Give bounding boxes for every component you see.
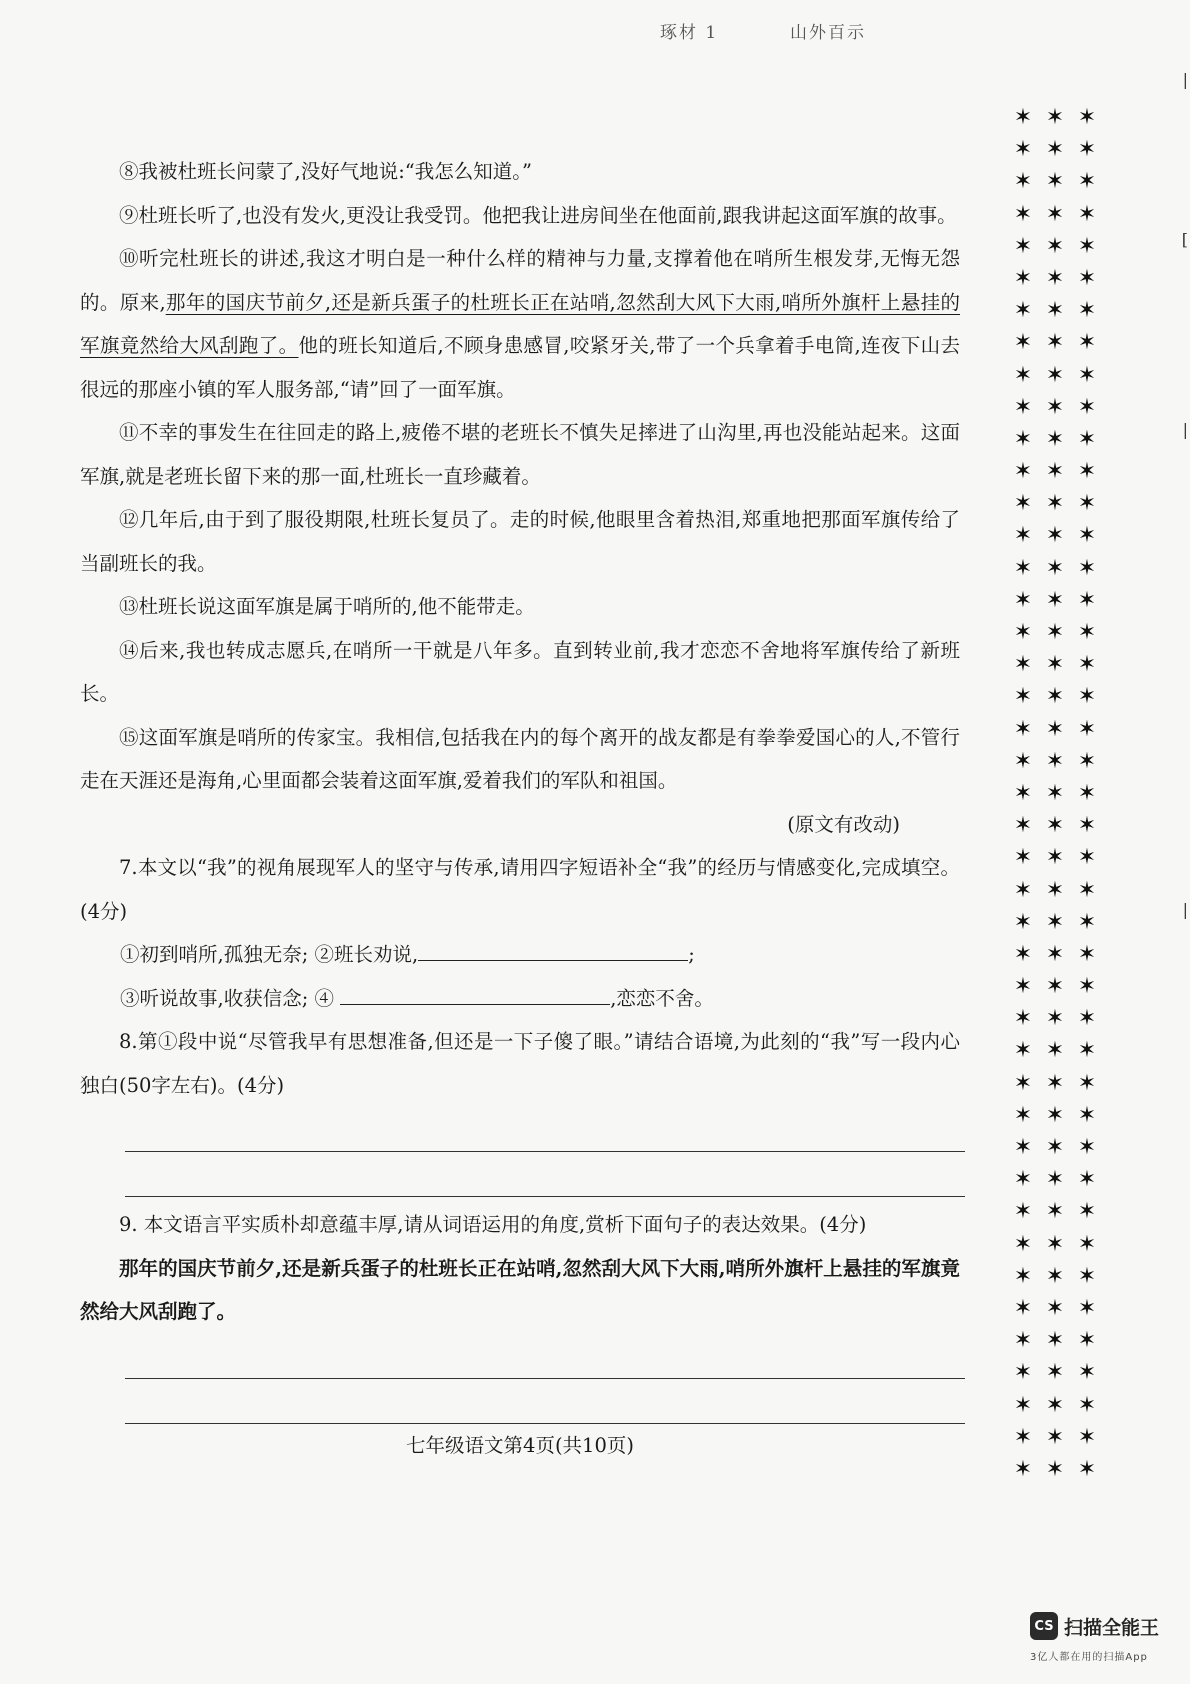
star-row — [1012, 778, 1112, 810]
star-icon: ✶ — [1045, 748, 1065, 774]
star-icon: ✶ — [1013, 555, 1033, 581]
star-row — [1012, 842, 1112, 874]
star-icon: ✶ — [1077, 523, 1097, 549]
paragraph-13: ⑬杜班长说这面军旗是属于哨所的,他不能带走。 — [119, 595, 535, 618]
star-icon: ✶ — [1013, 748, 1033, 774]
q7-item-4: ④ — [314, 986, 334, 1010]
star-icon: ✶ — [1013, 491, 1033, 517]
star-icon: ✶ — [1013, 201, 1033, 227]
star-icon: ✶ — [1013, 1167, 1033, 1193]
star-icon: ✶ — [1045, 780, 1065, 806]
star-row — [1012, 971, 1112, 1003]
q9-answer-line-2[interactable] — [125, 1379, 965, 1424]
star-icon: ✶ — [1013, 587, 1033, 613]
star-row — [1012, 199, 1112, 231]
star-icon: ✶ — [1013, 330, 1033, 356]
scanner-app-name: 扫描全能王 — [1064, 1616, 1160, 1639]
star-row — [1012, 488, 1112, 520]
question-9-stem: 9. 本文语言平实质朴却意蕴丰厚,请从词语运用的角度,赏析下面句子的表达效果。(4分) — [119, 1213, 867, 1236]
header-scrawl-right: 山外百示 — [790, 23, 866, 43]
star-icon: ✶ — [1077, 459, 1097, 485]
star-row — [1012, 810, 1112, 842]
question-8-stem: 8.第①段中说“尽管我早有思想准备,但还是一下子傻了眼。”请结合语境,为此刻的“我”写一段内心独白(50字左右)。(4分) — [80, 1030, 960, 1097]
paragraph-14: ⑭后来,我也转成志愿兵,在哨所一干就是八年多。直到转业前,我才恋恋不舍地将军旗传给了新班长。 — [80, 638, 960, 705]
star-icon: ✶ — [1077, 265, 1097, 291]
star-icon: ✶ — [1045, 330, 1065, 356]
star-icon: ✶ — [1077, 555, 1097, 581]
question-7-row-1 — [80, 933, 960, 977]
scanner-watermark — [1030, 1612, 1159, 1640]
star-icon: ✶ — [1013, 1135, 1033, 1160]
question-7-stem: 7.本文以“我”的视角展现军人的坚守与传承,请用四字短语补全“我”的经历与情感变化,完成填空。(4分) — [80, 856, 960, 923]
star-icon: ✶ — [1013, 941, 1033, 967]
paragraph-10-rest: 他的班长知道后,不顾身患感冒,咬紧牙关,带了一个兵拿着手电筒,连夜下山去很远的那座小镇的军人服务部,“请”回了一面军旗。 — [80, 334, 960, 401]
star-icon: ✶ — [1045, 1006, 1065, 1032]
star-icon: ✶ — [1077, 941, 1097, 967]
star-row — [1012, 907, 1112, 939]
star-icon: ✶ — [1045, 394, 1065, 420]
q7-blank-2[interactable] — [418, 934, 688, 961]
edge-mark: | — [1182, 70, 1188, 89]
star-row — [1012, 714, 1112, 746]
star-icon: ✶ — [1045, 1231, 1065, 1257]
star-icon: ✶ — [1077, 1295, 1097, 1321]
star-icon: ✶ — [1013, 426, 1033, 452]
star-icon: ✶ — [1045, 459, 1065, 485]
star-icon: ✶ — [1077, 201, 1097, 227]
star-icon: ✶ — [1045, 1199, 1065, 1225]
paragraph-15: ⑮这面军旗是哨所的传家宝。我相信,包括我在内的每个离开的战友都是有拳拳爱国心的人,不管行走在天涯还是海角,心里面都会装着这面军旗,爱着我们的军队和祖国。 — [80, 725, 960, 792]
star-icon: ✶ — [1013, 813, 1033, 839]
star-icon: ✶ — [1077, 716, 1097, 742]
exam-content — [80, 150, 960, 1424]
star-icon: ✶ — [1013, 716, 1033, 742]
star-icon: ✶ — [1013, 1006, 1033, 1032]
star-icon: ✶ — [1077, 780, 1097, 806]
star-icon: ✶ — [1045, 941, 1065, 967]
star-icon: ✶ — [1013, 1263, 1033, 1289]
star-icon: ✶ — [1045, 137, 1065, 163]
star-icon: ✶ — [1045, 426, 1065, 452]
star-icon: ✶ — [1045, 909, 1065, 935]
header-scrawl — [660, 18, 920, 42]
star-icon: ✶ — [1045, 265, 1065, 291]
star-icon: ✶ — [1045, 1102, 1065, 1128]
scanner-logo-icon: CS — [1030, 1612, 1058, 1640]
star-icon: ✶ — [1077, 1360, 1097, 1386]
header-scrawl-left: 琢材 1 — [660, 23, 719, 43]
edge-mark: | — [1182, 420, 1188, 439]
star-icon: ✶ — [1013, 298, 1033, 324]
star-icon: ✶ — [1045, 652, 1065, 678]
star-icon: ✶ — [1045, 1424, 1065, 1450]
star-icon: ✶ — [1045, 620, 1065, 645]
star-row — [1012, 585, 1112, 617]
star-icon: ✶ — [1013, 620, 1033, 645]
source-note: (原文有改动) — [787, 812, 900, 836]
star-icon: ✶ — [1077, 1231, 1097, 1257]
star-row — [1012, 424, 1112, 456]
star-row — [1012, 1164, 1112, 1196]
star-icon: ✶ — [1077, 1167, 1097, 1193]
scanner-tagline: 3亿人都在用的扫描App — [1030, 1652, 1148, 1663]
q7-item-1: ①初到哨所,孤独无奈; — [120, 943, 309, 966]
star-icon: ✶ — [1013, 1231, 1033, 1257]
paragraph-10-intro: ⑩听完杜班长的讲述,我这才明白是一种什么样的精神与力量,支撑着他在哨所生根发芽,无悔无怨的。原来, — [80, 247, 960, 314]
paragraph-11: ⑪不幸的事发生在往回走的路上,疲倦不堪的老班长不慎失足摔进了山沟里,再也没能站起来。这面军旗,就是老班长留下来的那一面,杜班长一直珍藏着。 — [80, 421, 960, 488]
star-row — [1012, 1422, 1112, 1454]
star-row — [1012, 360, 1112, 392]
star-icon: ✶ — [1077, 1424, 1097, 1450]
star-icon: ✶ — [1045, 362, 1065, 388]
star-icon: ✶ — [1013, 265, 1033, 291]
star-row — [1012, 1390, 1112, 1422]
star-row — [1012, 939, 1112, 971]
star-icon: ✶ — [1077, 1006, 1097, 1032]
star-icon: ✶ — [1045, 201, 1065, 227]
paragraph-10 — [80, 237, 960, 411]
star-row — [1012, 1293, 1112, 1325]
star-row — [1012, 392, 1112, 424]
star-icon: ✶ — [1045, 233, 1065, 259]
star-row — [1012, 553, 1112, 585]
star-row — [1012, 327, 1112, 359]
star-icon: ✶ — [1045, 298, 1065, 324]
star-row — [1012, 1325, 1112, 1357]
star-icon: ✶ — [1045, 1456, 1065, 1482]
star-icon: ✶ — [1077, 137, 1097, 163]
star-icon: ✶ — [1077, 362, 1097, 388]
question-9-quote: 那年的国庆节前夕,还是新兵蛋子的杜班长正在站哨,忽然刮大风下大雨,哨所外旗杆上悬挂的军旗竟然给大风刮跑了。 — [80, 1256, 960, 1323]
star-icon: ✶ — [1013, 169, 1033, 195]
q7-item-4-end: ,恋恋不舍。 — [610, 986, 714, 1010]
star-icon: ✶ — [1077, 620, 1097, 645]
q7-blank-4[interactable] — [340, 978, 610, 1005]
star-icon: ✶ — [1013, 362, 1033, 388]
star-icon: ✶ — [1077, 1328, 1097, 1354]
star-row — [1012, 1100, 1112, 1132]
star-icon: ✶ — [1045, 555, 1065, 581]
star-icon: ✶ — [1045, 169, 1065, 195]
star-row — [1012, 1196, 1112, 1228]
star-row — [1012, 746, 1112, 778]
paragraph-8: ⑧我被杜班长问蒙了,没好气地说:“我怎么知道。” — [119, 160, 532, 183]
star-icon: ✶ — [1077, 491, 1097, 517]
star-row — [1012, 649, 1112, 681]
star-icon: ✶ — [1077, 909, 1097, 935]
star-icon: ✶ — [1045, 1038, 1065, 1064]
star-icon: ✶ — [1077, 587, 1097, 613]
star-row — [1012, 1454, 1112, 1486]
star-icon: ✶ — [1077, 169, 1097, 195]
star-row — [1012, 295, 1112, 327]
star-row — [1012, 1132, 1112, 1164]
star-icon: ✶ — [1013, 523, 1033, 549]
star-icon: ✶ — [1045, 845, 1065, 871]
star-row — [1012, 456, 1112, 488]
star-icon: ✶ — [1045, 1295, 1065, 1321]
star-icon: ✶ — [1077, 748, 1097, 774]
star-icon: ✶ — [1013, 1038, 1033, 1064]
star-row — [1012, 1068, 1112, 1100]
q7-item-3: ③听说故事,收获信念; — [120, 986, 309, 1010]
star-icon: ✶ — [1077, 426, 1097, 452]
star-row — [1012, 102, 1112, 134]
star-icon: ✶ — [1045, 1360, 1065, 1386]
star-icon: ✶ — [1013, 780, 1033, 806]
star-icon: ✶ — [1077, 1038, 1097, 1064]
star-row — [1012, 1261, 1112, 1293]
star-icon: ✶ — [1045, 587, 1065, 613]
star-icon: ✶ — [1013, 684, 1033, 710]
star-icon: ✶ — [1013, 877, 1033, 903]
star-icon: ✶ — [1077, 1392, 1097, 1418]
star-icon: ✶ — [1045, 1263, 1065, 1289]
star-row — [1012, 231, 1112, 263]
star-icon: ✶ — [1013, 1456, 1033, 1482]
star-row — [1012, 617, 1112, 649]
star-icon: ✶ — [1045, 105, 1065, 130]
star-icon: ✶ — [1045, 1070, 1065, 1096]
page-footer: 七年级语文第4页(共10页) — [406, 1434, 634, 1457]
star-icon: ✶ — [1077, 394, 1097, 420]
star-icon: ✶ — [1077, 813, 1097, 839]
star-icon: ✶ — [1045, 813, 1065, 839]
star-icon: ✶ — [1045, 684, 1065, 710]
question-7-row-2 — [80, 977, 960, 1021]
star-icon: ✶ — [1013, 1102, 1033, 1128]
star-icon: ✶ — [1045, 1392, 1065, 1418]
q8-answer-line-2[interactable] — [125, 1152, 965, 1197]
star-icon: ✶ — [1077, 1102, 1097, 1128]
star-icon: ✶ — [1077, 1070, 1097, 1096]
star-icon: ✶ — [1045, 1135, 1065, 1160]
star-icon: ✶ — [1077, 877, 1097, 903]
star-icon: ✶ — [1013, 233, 1033, 259]
star-icon: ✶ — [1077, 233, 1097, 259]
star-icon: ✶ — [1045, 491, 1065, 517]
star-row — [1012, 134, 1112, 166]
star-icon: ✶ — [1077, 974, 1097, 1000]
star-icon: ✶ — [1013, 137, 1033, 163]
q9-answer-line-1[interactable] — [125, 1334, 965, 1379]
star-icon: ✶ — [1077, 105, 1097, 130]
binding-star-margin — [1012, 102, 1112, 1486]
star-icon: ✶ — [1077, 1135, 1097, 1160]
star-icon: ✶ — [1013, 1328, 1033, 1354]
star-icon: ✶ — [1045, 716, 1065, 742]
star-icon: ✶ — [1045, 974, 1065, 1000]
star-icon: ✶ — [1045, 523, 1065, 549]
star-icon: ✶ — [1013, 1392, 1033, 1418]
star-row — [1012, 1229, 1112, 1261]
star-icon: ✶ — [1045, 1167, 1065, 1193]
star-icon: ✶ — [1013, 974, 1033, 1000]
star-icon: ✶ — [1013, 394, 1033, 420]
star-icon: ✶ — [1045, 877, 1065, 903]
paragraph-12: ⑫几年后,由于到了服役期限,杜班长复员了。走的时候,他眼里含着热泪,郑重地把那面军旗传给了当副班长的我。 — [80, 508, 960, 575]
star-row — [1012, 166, 1112, 198]
underlined-sentence: 那年的国庆节前夕,还是新兵蛋子的杜班长正在站哨,忽然刮大风下大雨,哨所外旗杆上悬挂的军旗竟然给大风刮跑了。 — [80, 290, 960, 357]
star-icon: ✶ — [1013, 105, 1033, 130]
star-icon: ✶ — [1077, 1456, 1097, 1482]
star-icon: ✶ — [1077, 652, 1097, 678]
star-icon: ✶ — [1013, 459, 1033, 485]
star-icon: ✶ — [1077, 1263, 1097, 1289]
star-icon: ✶ — [1077, 684, 1097, 710]
paragraph-9: ⑨杜班长听了,也没有发火,更没让我受罚。他把我让进房间坐在他面前,跟我讲起这面军旗的故事。 — [119, 203, 957, 227]
edge-mark: | — [1182, 900, 1188, 919]
star-icon: ✶ — [1013, 1424, 1033, 1450]
star-icon: ✶ — [1013, 652, 1033, 678]
star-icon: ✶ — [1013, 1295, 1033, 1321]
q7-item-2: ②班长劝说, — [314, 943, 419, 966]
star-row — [1012, 681, 1112, 713]
star-row — [1012, 1035, 1112, 1067]
star-icon: ✶ — [1013, 1360, 1033, 1386]
star-row — [1012, 1357, 1112, 1389]
star-row — [1012, 875, 1112, 907]
star-row — [1012, 263, 1112, 295]
star-row — [1012, 520, 1112, 552]
star-icon: ✶ — [1013, 909, 1033, 935]
star-icon: ✶ — [1077, 330, 1097, 356]
star-icon: ✶ — [1045, 1328, 1065, 1354]
star-icon: ✶ — [1013, 845, 1033, 871]
star-icon: ✶ — [1013, 1070, 1033, 1096]
star-icon: ✶ — [1013, 1199, 1033, 1225]
edge-mark: [ — [1181, 230, 1188, 249]
q8-answer-line-1[interactable] — [125, 1107, 965, 1152]
star-icon: ✶ — [1077, 1199, 1097, 1225]
star-icon: ✶ — [1077, 845, 1097, 871]
star-icon: ✶ — [1077, 298, 1097, 324]
star-row — [1012, 1003, 1112, 1035]
q7-item-2-end: ; — [688, 943, 695, 966]
